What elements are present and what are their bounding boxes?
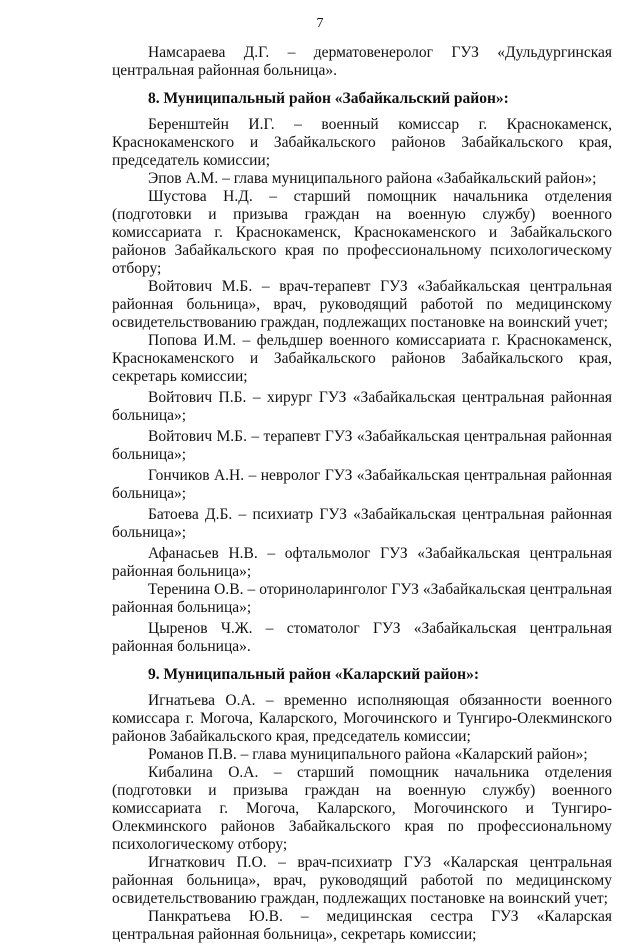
section-title-zabaikalsky: 8. Муниципальный район «Забайкальский район»: [148,90,509,107]
paragraph-ignatieva: Игнатьева О.А. – временно исполняющая обязанности военного комиссара г. Могоча, Каларского, Могочинского и Тунгиро-Олекминского районов Забайкальского края, председатель комиссии; [112,692,612,745]
page-number: 7 [316,16,324,31]
paragraph-voitovich-mb: Войтович М.Б. – терапевт ГУЗ «Забайкальская центральная районная больница»; [112,428,612,463]
paragraph-shustova: Шустова Н.Д. – старший помощник начальника отделения (подготовки и призыва граждан на военную службу) военного комиссариата г. Краснокаменск, Краснокаменского и Забайкальского районов Забайкальского края по профессиональному психологическому отбору; [112,188,612,277]
paragraph-tsyrenov: Цыренов Ч.Ж. – стоматолог ГУЗ «Забайкальская центральная районная больница». [112,620,612,655]
paragraph-voitovich-mb-therapist-physician: Войтович М.Б. – врач-терапевт ГУЗ «Забайкальская центральная районная больница», врач, руководящий работой по медицинскому освидетельствованию граждан, подлежащих постановке на воинский учет; [112,278,612,331]
paragraph-romanov: Романов П.В. – глава муниципального района «Каларский район»; [148,746,588,763]
paragraph-epov: Эпов А.М. – глава муниципального района «Забайкальский район»; [148,170,597,187]
paragraph-terenina: Теренина О.В. – оториноларинголог ГУЗ «Забайкальская центральная районная больница»; [112,581,612,616]
paragraph-afanasiev: Афанасьев Н.В. – офтальмолог ГУЗ «Забайкальская центральная районная больница»; [112,545,612,580]
paragraph-gonchikov: Гончиков А.Н. – невролог ГУЗ «Забайкальская центральная районная больница»; [112,467,612,502]
paragraph-kibalina: Кибалина О.А. – старший помощник начальника отделения (подготовки и призыва граждан на военную службу) военного комиссариата г. Могоча, Каларского, Могочинского и Тунгиро-Олекминского районов Забайкальского края по профессиональному психологическому отбору; [112,764,612,853]
paragraph-pankratieva: Панкратьева Ю.В. – медицинская сестра ГУЗ «Каларская центральная районная больница», секретарь комиссии; [112,908,612,943]
document-body [112,44,612,944]
section-title-kalarsky: 9. Муниципальный район «Каларский район»: [148,666,479,683]
paragraph-popova: Попова И.М. – фельдшер военного комиссариата г. Краснокаменск, Краснокаменского и Забайкальского районов Забайкальского края, секретарь комиссии; [112,332,612,385]
paragraph-namsaraeva: Намсараева Д.Г. – дерматовенеролог ГУЗ «Дульдургинская центральная районная больница». [112,44,612,79]
paragraph-voitovich-pb: Войтович П.Б. – хирург ГУЗ «Забайкальская центральная районная больница»; [112,389,612,424]
paragraph-batoeva: Батоева Д.Б. – психиатр ГУЗ «Забайкальская центральная районная больница»; [112,506,612,541]
paragraph-berenshtein: Беренштейн И.Г. – военный комиссар г. Краснокаменск, Краснокаменского и Забайкальского районов Забайкальского края, председатель комиссии; [112,116,612,169]
paragraph-ignatkovich: Игнаткович П.О. – врач-психиатр ГУЗ «Каларская центральная районная больница», врач, руководящий работой по медицинскому освидетельствованию граждан, подлежащих постановке на воинский учет; [112,854,612,907]
